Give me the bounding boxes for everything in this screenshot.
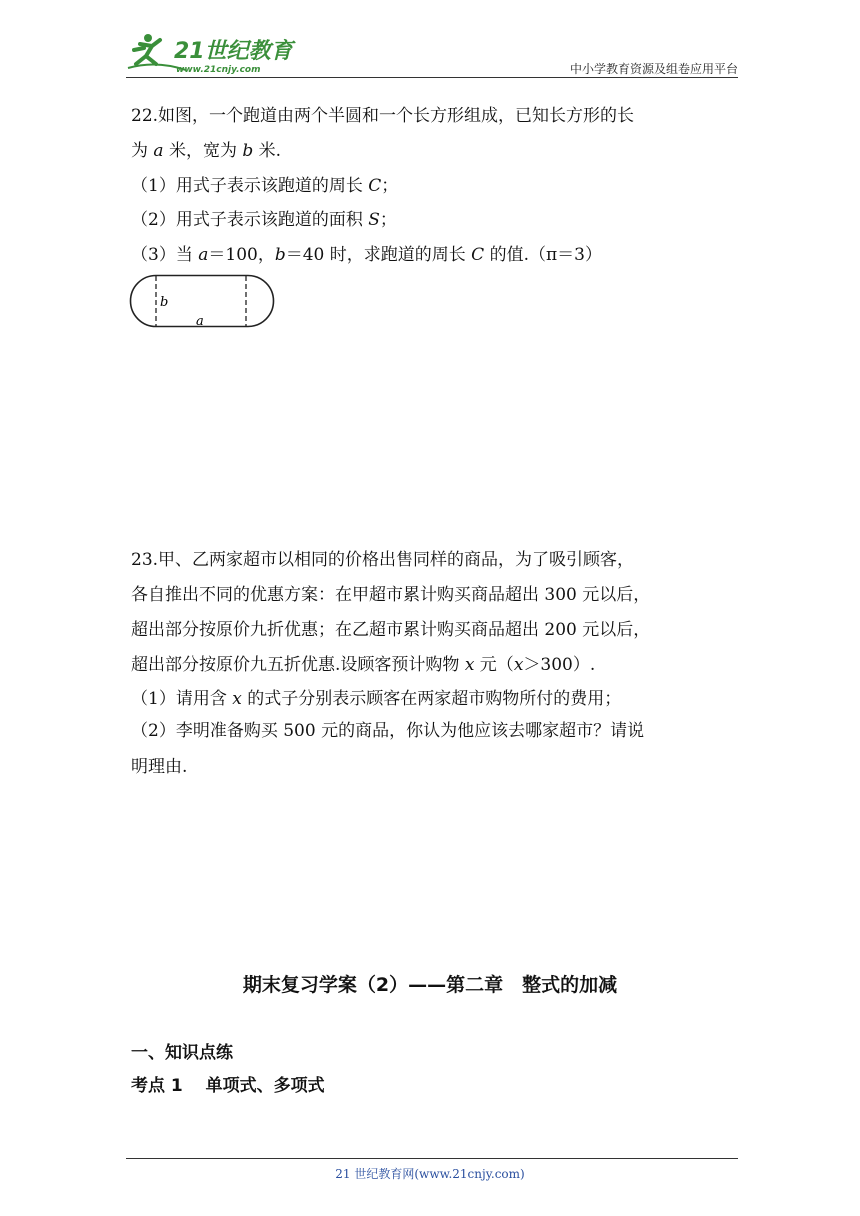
q22-line-2: 为 a 米，宽为 b 米. (131, 141, 282, 161)
q22-part-3: （3）当 a＝100，b＝40 时，求跑道的周长 C 的值.（π＝3） (131, 245, 602, 265)
label-a: a (196, 314, 204, 328)
header-platform-text: 中小学教育资源及组卷应用平台 (569, 62, 738, 76)
page-header (126, 30, 738, 80)
q23-line-3: 超出部分按原价九折优惠；在乙超市累计购买商品超出 200 元以后， (131, 620, 651, 640)
logo-icon (126, 30, 301, 76)
q22-line-1: 22.如图，一个跑道由两个半圆和一个长方形组成，已知长方形的长 (131, 106, 635, 126)
header-divider (126, 77, 738, 78)
logo-text: 21世纪教育 (174, 39, 293, 64)
footer-link[interactable]: 21 世纪教育网(www.21cnjy.com) (335, 1167, 525, 1181)
q23-line-4: 超出部分按原价九五折优惠.设顾客预计购物 x 元（x＞300）. (131, 655, 596, 675)
q23-line-1: 23.甲、乙两家超市以相同的价格出售同样的商品，为了吸引顾客， (131, 550, 635, 570)
q23-line-2: 各自推出不同的优惠方案：在甲超市累计购买商品超出 300 元以后， (131, 585, 651, 605)
q23-part-2: （2）李明准备购买 500 元的商品，你认为他应该去哪家超市？请说 (131, 721, 645, 741)
footer-divider (126, 1158, 738, 1159)
logo-url: www.21cnjy.com (176, 65, 261, 75)
q22-part-1: （1）用式子表示该跑道的周长 C； (131, 176, 399, 196)
section-title: 期末复习学案（2）——第二章 整式的加减 (242, 974, 618, 996)
q23-part-2-cont: 明理由. (131, 757, 188, 777)
q22-part-2: （2）用式子表示该跑道的面积 S； (131, 210, 397, 230)
label-b: b (160, 295, 169, 310)
part-heading: 一、知识点练 (131, 1043, 233, 1063)
point-heading: 考点 1 单项式、多项式 (131, 1076, 325, 1096)
track-figure (129, 274, 275, 328)
q23-part-1: （1）请用含 x 的式子分别表示顾客在两家超市购物所付的费用； (131, 689, 622, 709)
